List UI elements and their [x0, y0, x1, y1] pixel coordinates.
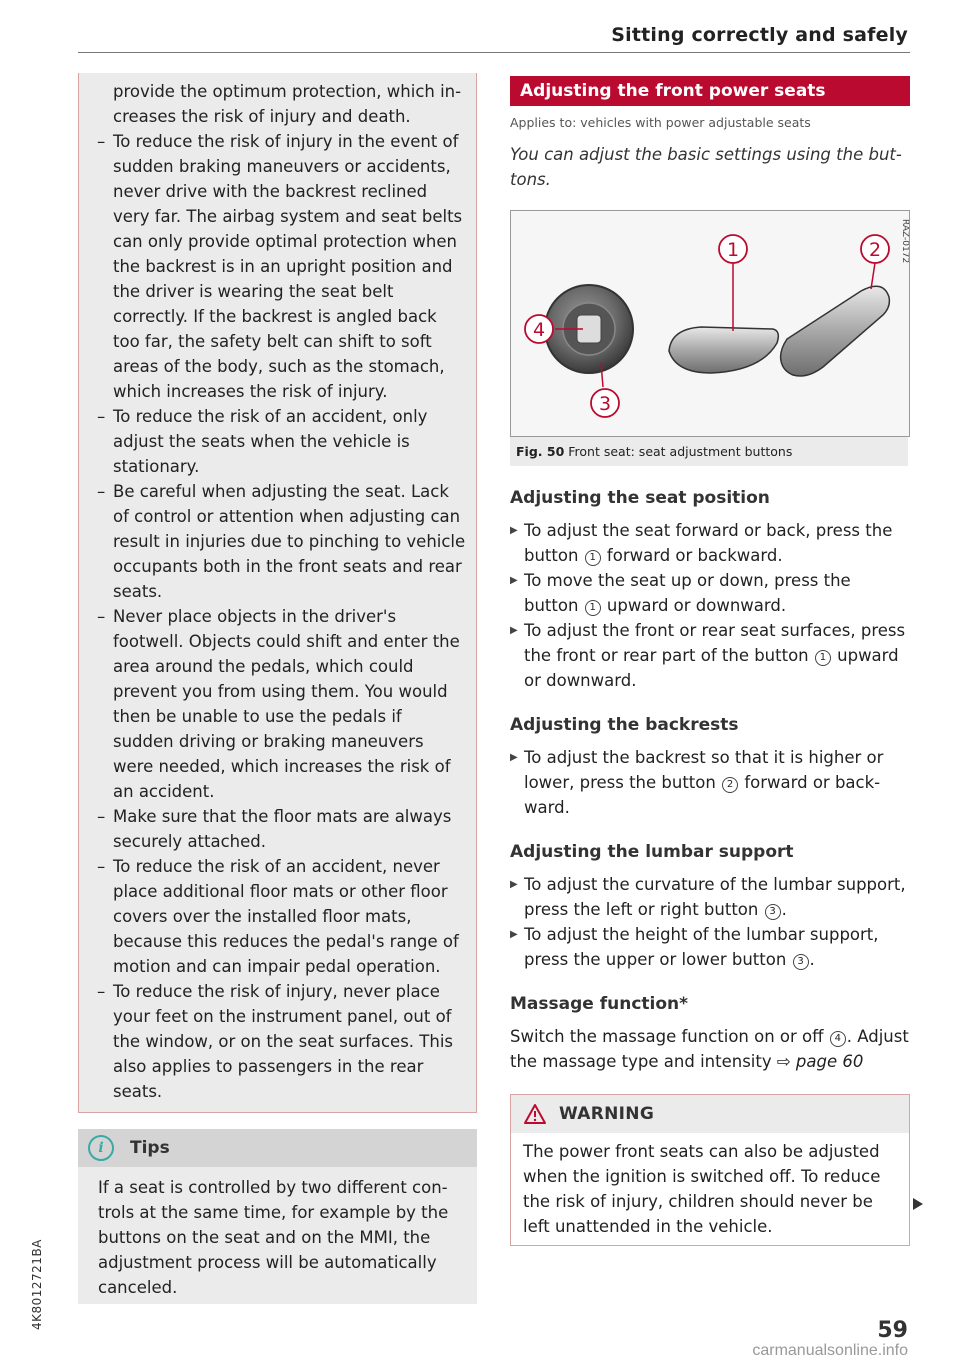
heading-lumbar: Adjusting the lumbar support: [510, 842, 794, 862]
heading-massage: Massage function*: [510, 994, 689, 1014]
warning-item: – Never place objects in the driver's footwell. Objects could shift and enter the area around the pedals, which could prevent you from using them. You would then be unable to use the pedals if sudden driving or braking maneuvers were needed, which increases the risk of an accident.: [97, 607, 460, 801]
running-header: Sitting correctly and safely: [611, 24, 908, 46]
callout-2: [861, 235, 889, 263]
info-icon: i: [88, 1135, 114, 1161]
warning-triangle-icon: [523, 1103, 547, 1125]
tips-title: Tips: [130, 1138, 170, 1158]
watermark: carmanualsonline.info: [752, 1342, 908, 1359]
document-code: 4K8012721BA: [30, 1239, 44, 1330]
warning-item: – To reduce the risk of an accident, never place additional floor mats or other floor covers over the installed floor mats, because this reduces the pedal's range of motion and can impair pedal operation.: [97, 857, 459, 976]
warning-item: – To reduce the risk of injury in the event of sudden braking maneuvers or accidents, never drive with the backrest reclined very far. The airbag system and seat belts can only provide optimal protection when the backrest is in an upright position and the driver is wearing the seat belt correctly. If the backrest is angled back too far, the safety belt can shift to soft areas of the body, such as the stomach, which increases the risk of injury.: [97, 132, 463, 401]
step: ▶ To adjust the seat forward or back, press the button 1 forward or backward.: [510, 521, 893, 565]
callout-4: [525, 315, 553, 343]
warning-box: [510, 1094, 910, 1246]
step: ▶ To adjust the height of the lumbar support, press the upper or lower button 3 .: [510, 925, 879, 969]
right-column: [510, 76, 910, 1246]
warning-item: – To reduce the risk of an accident, only adjust the seats when the vehicle is stationary.: [97, 407, 428, 476]
seat-cushion-button: [669, 327, 778, 373]
warning-title: WARNING: [559, 1104, 655, 1124]
backrest-button: [781, 286, 890, 376]
step: ▶ To adjust the front or rear seat surfaces, press the front or rear part of the button 1 upward or downward.: [510, 621, 906, 690]
warning-continuation: [78, 73, 477, 1113]
svg-text:2: 2: [868, 239, 882, 261]
heading-backrests: Adjusting the backrests: [510, 715, 739, 735]
warning-header: [511, 1095, 909, 1133]
page-reference-link[interactable]: ⇨ page 60: [776, 1052, 864, 1071]
heading-seat-position: Adjusting the seat position: [510, 488, 770, 508]
warning-item: – Make sure that the floor mats are always securely attached.: [97, 807, 452, 851]
applies-to: Applies to: vehicles with power adjustable seats: [510, 115, 811, 130]
header-rule: [78, 52, 910, 53]
step: ▶ To adjust the backrest so that it is higher or lower, press the button 2 forward or backward.: [510, 748, 884, 817]
tips-header: [78, 1129, 477, 1167]
left-column: [78, 73, 477, 1304]
tips-box: [78, 1129, 477, 1304]
warning-item: – Be careful when adjusting the seat. Lack of control or attention when adjusting can result in injuries due to pinching to vehicle occupants both in the front seats and rear seats.: [97, 482, 466, 601]
seat-buttons-figure: [510, 210, 910, 437]
svg-text:1: 1: [726, 239, 740, 261]
continue-arrow-icon: [913, 1198, 923, 1210]
figure-caption: Fig. 50 Front seat: seat adjustment buttons: [510, 437, 908, 466]
figure-code: RAZ-0172: [900, 219, 909, 264]
step: ▶ To move the seat up or down, press the button 1 upward or downward.: [510, 571, 851, 615]
tips-body: If a seat is controlled by two different controls at the same time, for example by the buttons on the seat and on the MMI, the adjustment process will be automatically canceled.: [98, 1178, 449, 1297]
step: ▶ To adjust the curvature of the lumbar support, press the left or right button 3 .: [510, 875, 906, 919]
callout-3: [591, 389, 619, 417]
warning-body: The power front seats can also be adjusted when the ignition is switched off. To reduce the risk of injury, children should never be left unattended in the vehicle.: [523, 1142, 881, 1236]
section-title: Adjusting the front power seats: [510, 76, 910, 106]
continued-text: provide the optimum protection, which increases the risk of injury and death.: [113, 82, 462, 126]
massage-text: Switch the massage function on or off 4 . Adjust the massage type and intensity ⇨ page 60: [510, 1027, 909, 1071]
intro-text: You can adjust the basic settings using the buttons.: [510, 145, 902, 189]
svg-text:3: 3: [598, 393, 612, 415]
svg-text:4: 4: [532, 319, 546, 341]
warning-item: – To reduce the risk of injury, never place your feet on the instrument panel, out of the window, or on the seat surfaces. This also applies to passengers in the rear seats.: [97, 982, 454, 1101]
callout-1: [719, 235, 747, 263]
page-number: 59: [877, 1318, 908, 1343]
seat-buttons-illustration: [511, 211, 909, 436]
